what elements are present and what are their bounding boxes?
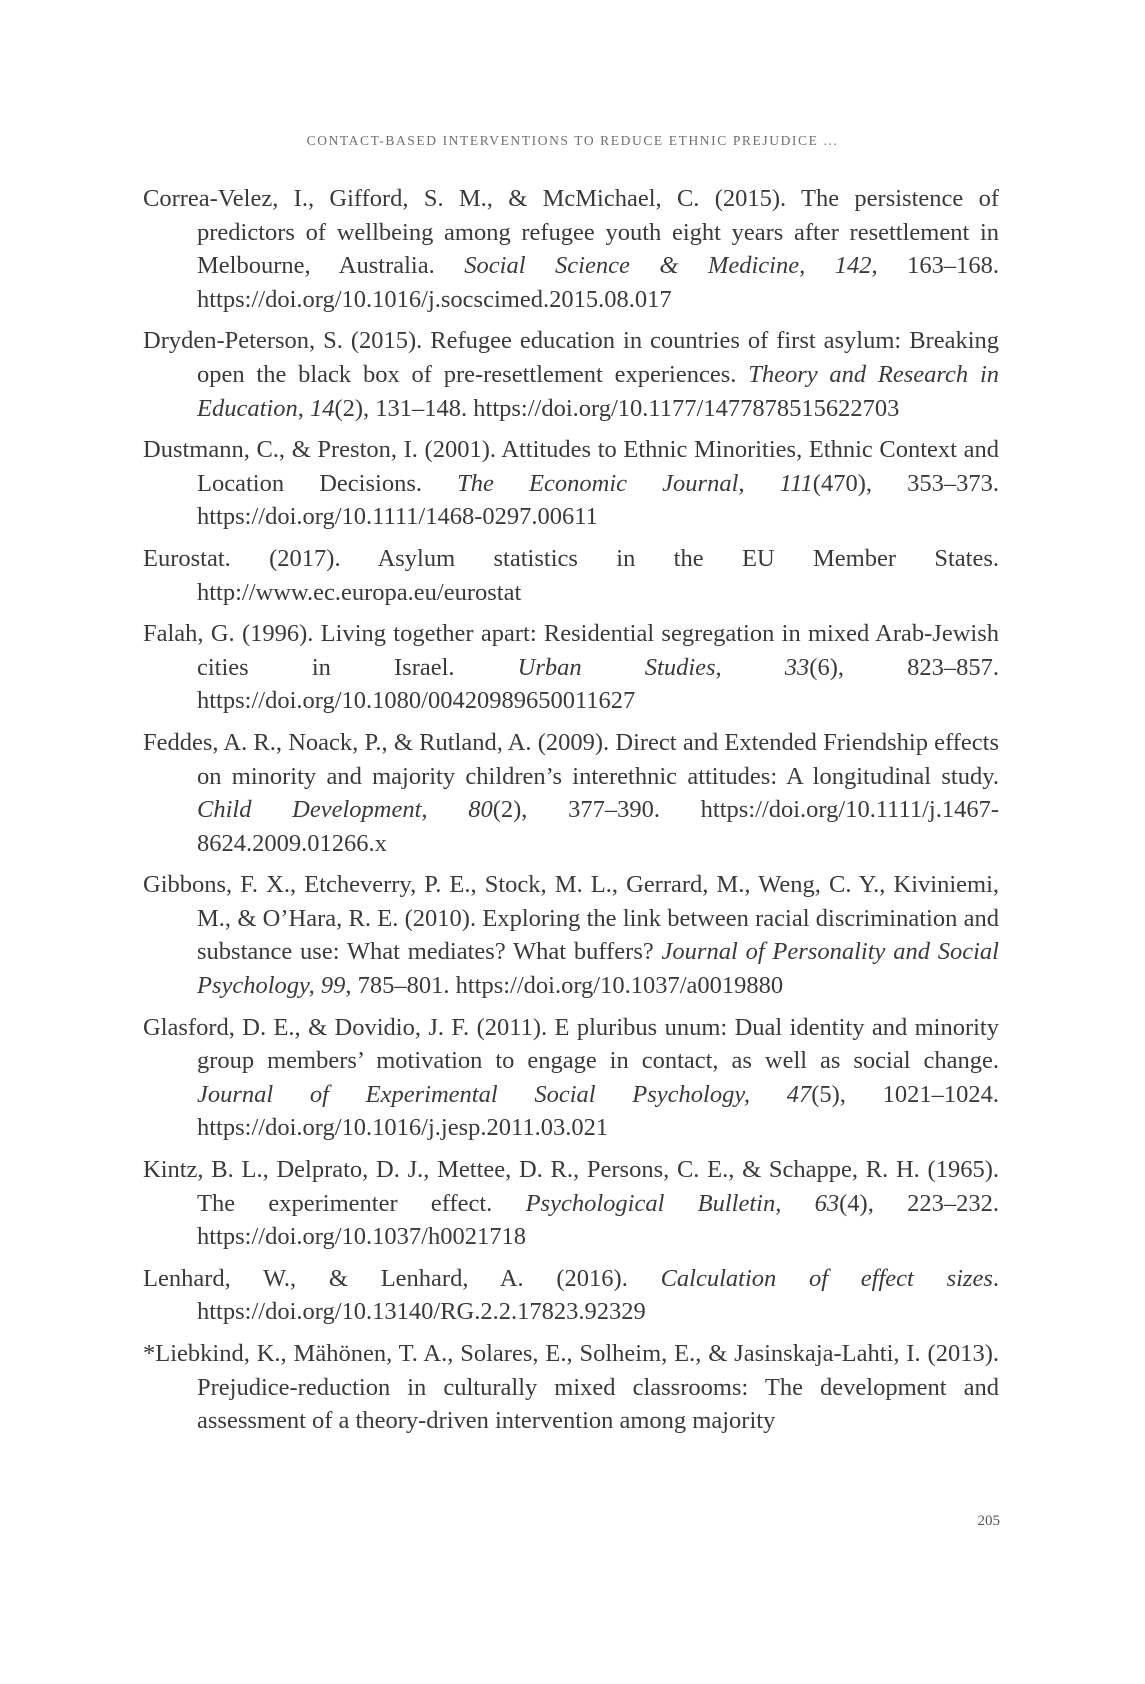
reference-text-tail: (6), 823–857. https://doi.org/10.1080/00420989650011627: [197, 653, 999, 715]
reference-entry: [143, 433, 999, 534]
reference-source-italic: Social Science & Medicine, 142,: [464, 252, 878, 280]
reference-text-tail: (2), 131–148. https://doi.org/10.1177/1477878515622703: [334, 394, 900, 422]
reference-entry: [143, 868, 999, 1002]
reference-text-tail: 163–168. https://doi.org/10.1016/j.socscimed.2015.08.017: [197, 252, 1000, 313]
reference-text: Gibbons, F. X., Etcheverry, P. E., Stock, M. L., Gerrard, M., Weng, C. Y., Kiviniemi, M., & O’Hara, R. E. (2010). Exploring the link between racial discrimination and substance use: What mediates? What buffers?: [143, 871, 999, 966]
reference-text-tail: (5), 1021–1024. https://doi.org/10.1016/j.jesp.2011.03.021: [197, 1080, 999, 1142]
reference-source-italic: Child Development, 80: [197, 796, 493, 824]
reference-list: [143, 182, 999, 1446]
reference-text-tail: . https://doi.org/10.13140/RG.2.2.17823.92329: [197, 1264, 999, 1326]
reference-entry: [143, 1337, 999, 1438]
reference-source-italic: Theory and Research in Education, 14: [197, 360, 1000, 422]
reference-entry: [143, 1011, 999, 1145]
reference-entry: [143, 324, 999, 425]
reference-entry: [143, 617, 999, 718]
reference-text: *Liebkind, K., Mähönen, T. A., Solares, E., Solheim, E., & Jasinskaja-Lahti, I. (2013). Prejudice-reduction in culturally mixed classrooms: The development and assessment of a theory-driven intervention among majority: [143, 1340, 999, 1435]
reference-text: Correa-Velez, I., Gifford, S. M., & McMichael, C. (2015). The persistence of predictors of wellbeing among refugee youth eight years after resettlement in Melbourne, Australia.: [143, 185, 999, 280]
reference-text: Falah, G. (1996). Living together apart: Residential segregation in mixed Arab-Jewish cities in Israel.: [143, 620, 999, 681]
reference-source-italic: Calculation of effect sizes: [660, 1264, 993, 1292]
reference-text: Glasford, D. E., & Dovidio, J. F. (2011). E pluribus unum: Dual identity and minority group members’ motivation to engage in contact, as well as social change.: [143, 1013, 999, 1075]
reference-source-italic: Journal of Personality and Social Psychology, 99: [197, 938, 999, 1000]
running-header: CONTACT-BASED INTERVENTIONS TO REDUCE ETHNIC PREJUDICE ...: [306, 133, 839, 148]
reference-text: Dryden-Peterson, S. (2015). Refugee education in countries of first asylum: Breaking open the black box of pre-resettlement experiences.: [143, 327, 999, 388]
reference-source-italic: Psychological Bulletin, 63: [525, 1189, 840, 1217]
reference-entry: [143, 1153, 999, 1254]
reference-text-tail: (4), 223–232. https://doi.org/10.1037/h0021718: [197, 1189, 999, 1251]
reference-entry: [143, 1262, 999, 1329]
reference-text-tail: , 785–801. https://doi.org/10.1037/a0019880: [345, 972, 784, 1000]
page-number: 205: [977, 1513, 1000, 1529]
reference-text: Kintz, B. L., Delprato, D. J., Mettee, D. R., Persons, C. E., & Schappe, R. H. (1965). The experimenter effect.: [143, 1156, 999, 1217]
reference-text: Lenhard, W., & Lenhard, A. (2016).: [143, 1264, 661, 1292]
reference-source-italic: Journal of Experimental Social Psychology, 47: [197, 1080, 812, 1108]
reference-source-italic: Urban Studies, 33: [517, 653, 810, 681]
reference-text-tail: (2), 377–390. https://doi.org/10.1111/j.1467-8624.2009.01266.x: [197, 796, 999, 857]
reference-entry: [143, 542, 999, 609]
reference-text-tail: (470), 353–373. https://doi.org/10.1111/1468-0297.00611: [197, 469, 1000, 531]
reference-text: Eurostat. (2017). Asylum statistics in the EU Member States. http://www.ec.europa.eu/eurostat: [143, 544, 999, 606]
reference-text: Feddes, A. R., Noack, P., & Rutland, A. (2009). Direct and Extended Friendship effects on minority and majority children’s interethnic attitudes: A longitudinal study.: [143, 728, 999, 790]
reference-text: Dustmann, C., & Preston, I. (2001). Attitudes to Ethnic Minorities, Ethnic Context and Location Decisions.: [143, 436, 999, 497]
reference-entry: [143, 182, 999, 316]
reference-entry: [143, 726, 999, 860]
reference-source-italic: The Economic Journal, 111: [457, 469, 813, 497]
